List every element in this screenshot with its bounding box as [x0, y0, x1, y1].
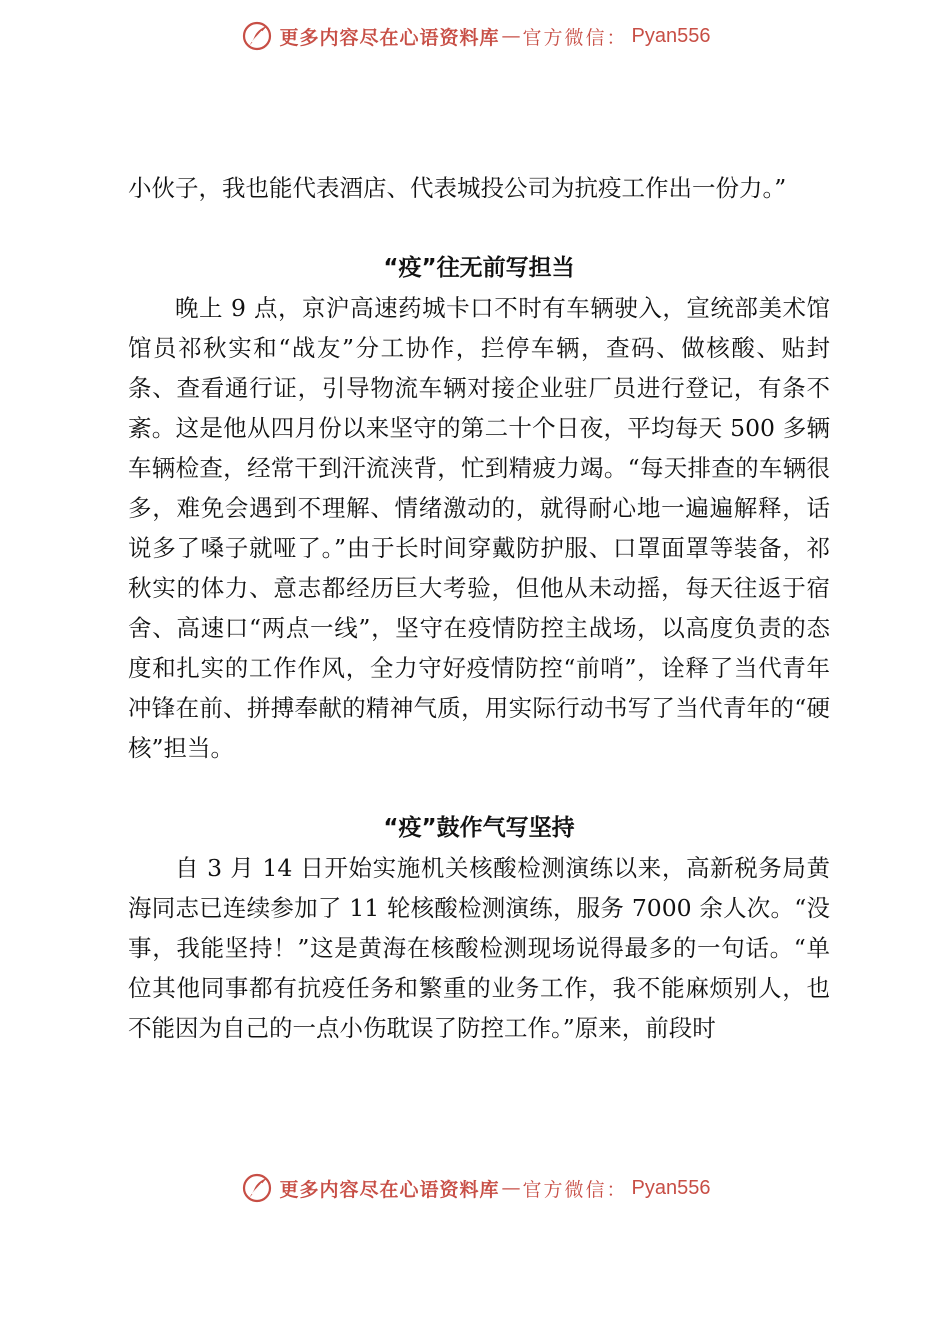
section-paragraph: 自 3 月 14 日开始实施机关核酸检测演练以来，高新税务局黄海同志已连续参加了 11 轮核酸检测演练，服务 7000 余人次。“没事，我能坚持！”这是黄海在核酸检测现场说得最多的一句话。“单位其他同事都有抗疫任务和繁重的业务工作，我不能麻烦别人，也不能因为自己的一点小伤耽误了防控工作。”原来，前段时 — [128, 854, 830, 1042]
banner-dash: — — [501, 1177, 521, 1199]
banner-wechat-label: 官方微信： — [522, 1178, 628, 1201]
feather-logo-icon — [240, 19, 274, 53]
spacer — [128, 208, 830, 248]
banner-brand: 更多内容尽在心语资料库 — [279, 1178, 500, 1201]
banner-wechat-id: Pyan556 — [631, 24, 711, 47]
footer-banner — [0, 1168, 950, 1208]
feather-logo-icon — [240, 1171, 274, 1205]
banner-brand: 更多内容尽在心语资料库 — [279, 26, 500, 49]
article-body — [128, 168, 830, 1048]
banner-wechat-id: Pyan556 — [631, 1176, 711, 1199]
section-heading: “疫”往无前写担当 — [383, 255, 575, 281]
section-heading: “疫”鼓作气写坚持 — [383, 815, 575, 841]
spacer — [128, 768, 830, 808]
header-banner — [0, 16, 950, 56]
banner-dash: — — [501, 25, 521, 47]
intro-paragraph: 小伙子，我也能代表酒店、代表城投公司为抗疫工作出一份力。” — [128, 174, 787, 202]
section-paragraph: 晚上 9 点，京沪高速药城卡口不时有车辆驶入，宣统部美术馆馆员祁秋实和“战友”分工协作，拦停车辆，查码、做核酸、贴封条、查看通行证，引导物流车辆对接企业驻厂员进行登记，有条不紊。这是他从四月份以来坚守的第二十个日夜，平均每天 500 多辆车辆检查，经常干到汗流浃背，忙到精疲力竭。“每天排查的车辆很多，难免会遇到不理解、情绪激动的，就得耐心地一遍遍解释，话说多了嗓子就哑了。”由于长时间穿戴防护服、口罩面罩等装备，祁秋实的体力、意志都经历巨大考验，但他从未动摇，每天往返于宿舍、高速口“两点一线”，坚守在疫情防控主战场，以高度负责的态度和扎实的工作作风，全力守好疫情防控“前哨”，诠释了当代青年冲锋在前、拼搏奉献的精神气质，用实际行动书写了当代青年的“硬核”担当。 — [128, 294, 830, 762]
banner-wechat-label: 官方微信： — [522, 26, 628, 49]
